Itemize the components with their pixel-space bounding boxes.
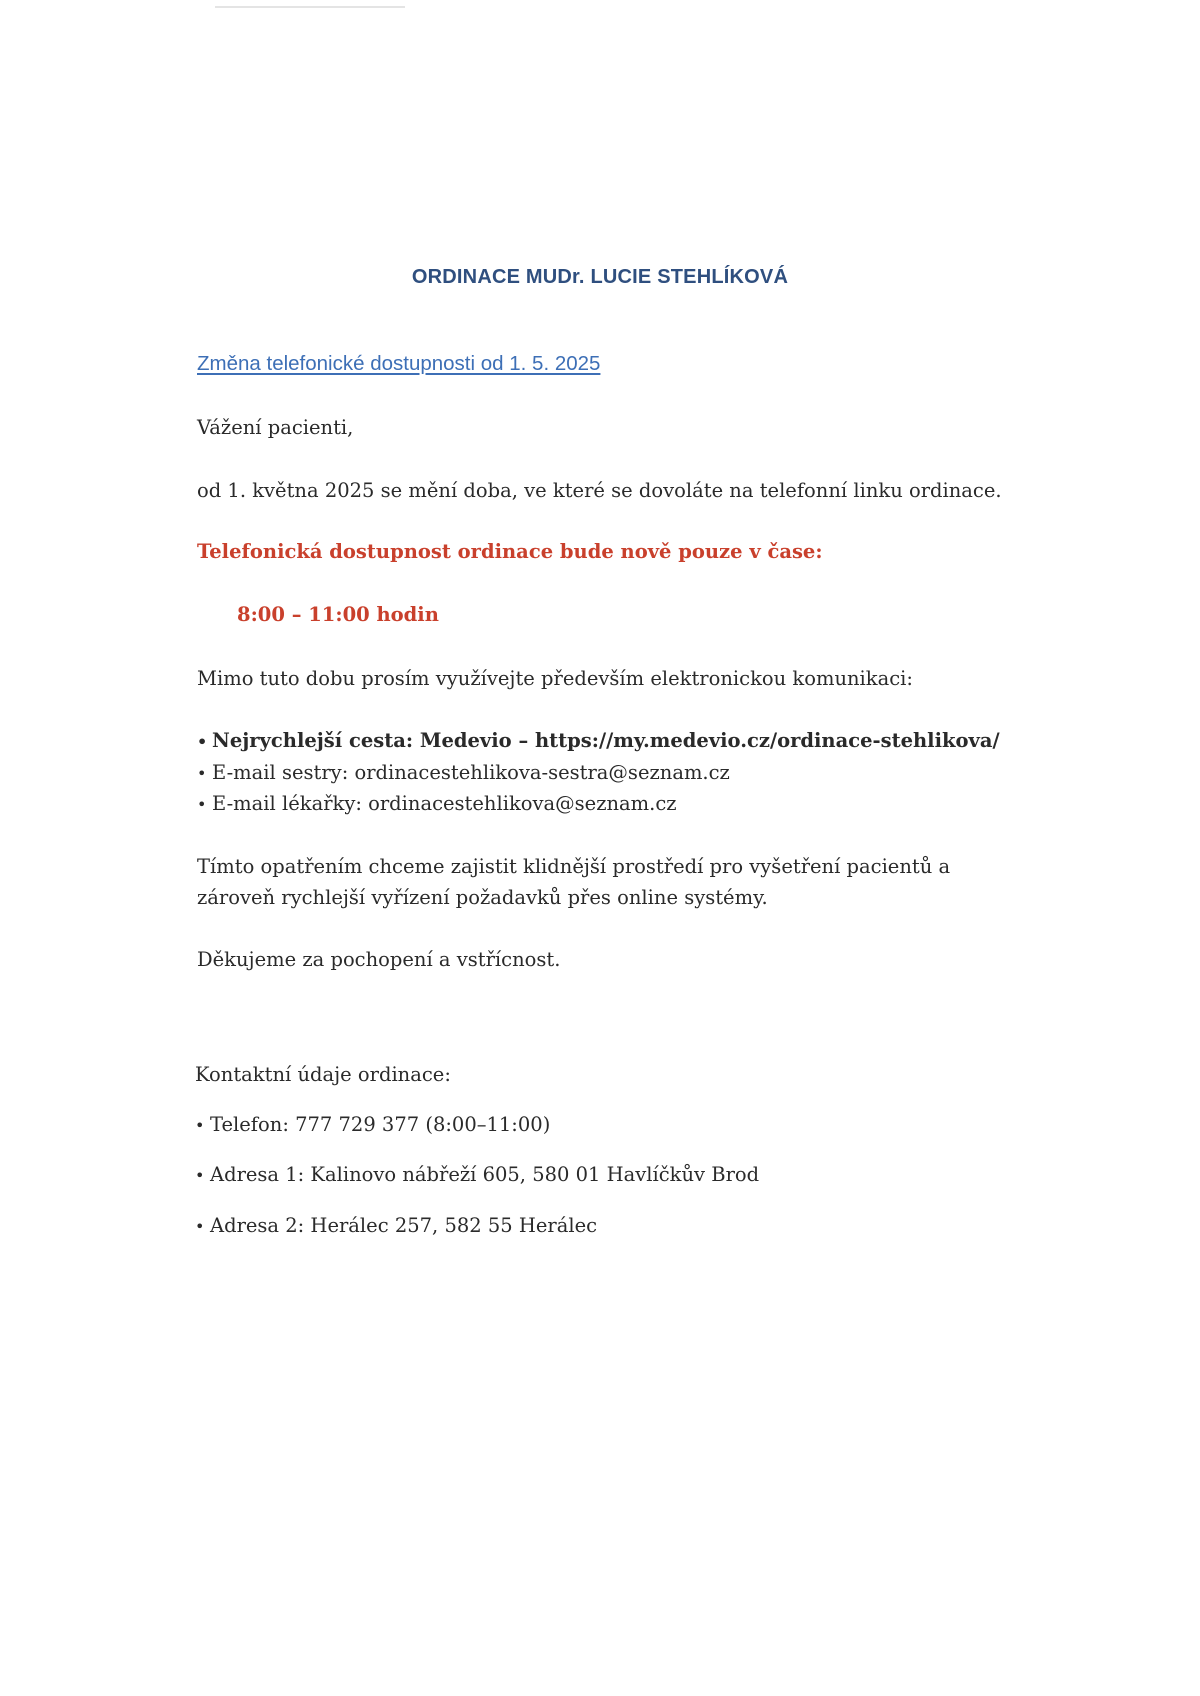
bullet-icon: •	[197, 764, 207, 783]
bullet-icon: •	[195, 1116, 205, 1135]
intro-paragraph: od 1. května 2025 se mění doba, ve které se dovoláte na telefonní linku ordinace.	[197, 479, 1002, 502]
channel-item-nurse-email	[197, 761, 730, 784]
contact-item-address-2	[195, 1214, 597, 1237]
channel-item-medevio	[197, 729, 1000, 752]
purpose-line-1: Tímto opatřením chceme zajistit klidnější prostředí pro vyšetření pacientů a	[197, 855, 951, 878]
outside-hours-note: Mimo tuto dobu prosím využívejte především elektronickou komunikaci:	[197, 667, 913, 690]
availability-hours: 8:00 – 11:00 hodin	[237, 603, 439, 626]
channel-item-doctor-email	[197, 792, 677, 815]
bullet-icon: •	[195, 1217, 205, 1236]
bullet-icon: •	[197, 732, 208, 751]
contact-item-phone	[195, 1113, 550, 1136]
availability-heading: Telefonická dostupnost ordinace bude nově pouze v čase:	[197, 540, 823, 563]
bullet-icon: •	[197, 795, 207, 814]
contact-label: Adresa 1: Kalinovo nábřeží 605, 580 01 Havlíčkův Brod	[210, 1163, 760, 1186]
contact-item-address-1	[195, 1163, 759, 1186]
greeting: Vážení pacienti,	[197, 416, 354, 439]
channel-label: E-mail sestry: ordinacestehlikova-sestra@seznam.cz	[212, 761, 730, 784]
notice-subtitle: Změna telefonické dostupnosti od 1. 5. 2025	[197, 352, 601, 375]
contact-heading: Kontaktní údaje ordinace:	[195, 1063, 451, 1086]
thanks-line: Děkujeme za pochopení a vstřícnost.	[197, 948, 561, 971]
channel-label: E-mail lékařky: ordinacestehlikova@seznam.cz	[212, 792, 677, 815]
bullet-icon: •	[195, 1166, 205, 1185]
channel-label: Nejrychlejší cesta: Medevio – https://my.medevio.cz/ordinace-stehlikova/	[212, 729, 1000, 752]
contact-label: Telefon: 777 729 377 (8:00–11:00)	[210, 1113, 551, 1136]
page-title: ORDINACE MUDr. LUCIE STEHLÍKOVÁ	[411, 266, 789, 288]
contact-label: Adresa 2: Herálec 257, 582 55 Herálec	[210, 1214, 598, 1237]
purpose-line-2: zároveň rychlejší vyřízení požadavků přes online systémy.	[197, 886, 768, 909]
